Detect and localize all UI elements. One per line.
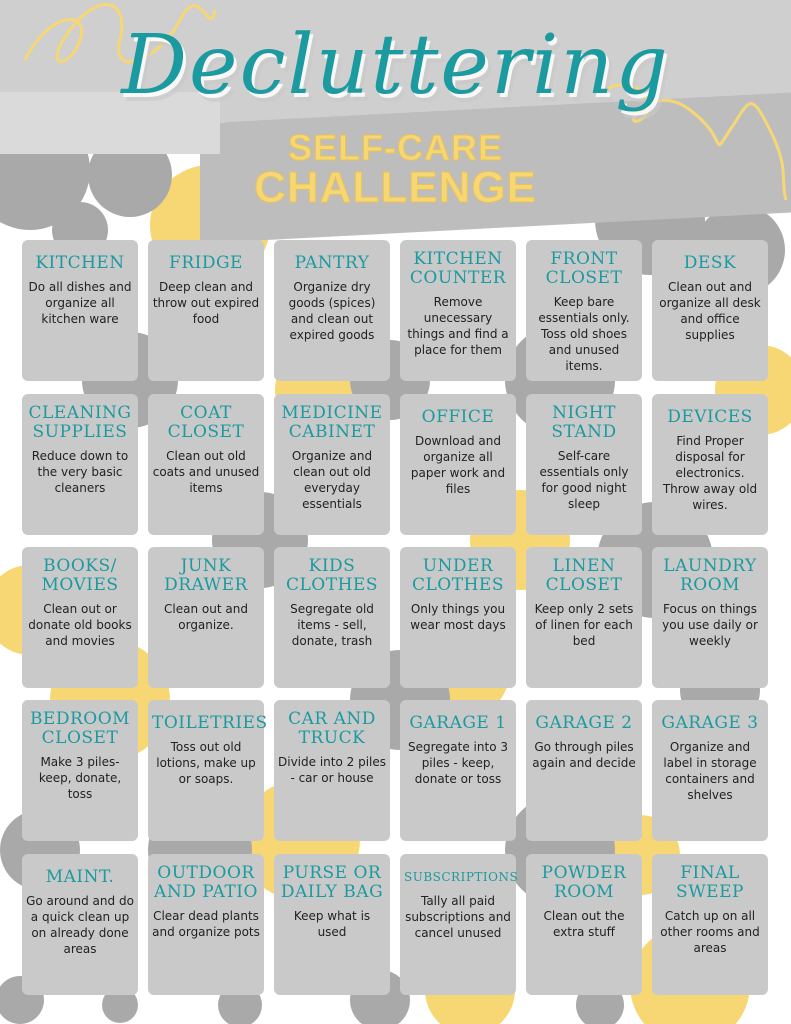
card-title: COAT CLOSET (167, 403, 245, 442)
challenge-card (274, 854, 390, 995)
card-title: BOOKS/ MOVIES (41, 556, 119, 595)
card-description: Go through piles again and decide (532, 740, 636, 770)
challenge-card (148, 240, 264, 381)
card-description: Remove unecessary things and find a place for them (407, 295, 509, 357)
card-description: Organize and label in storage containers and shelves (663, 740, 757, 802)
challenge-card (526, 700, 642, 841)
card-description: Download and organize all paper work and files (410, 434, 506, 496)
card-title: LINEN CLOSET (545, 556, 623, 595)
card-description: Do all dishes and organize all kitchen ware (28, 280, 132, 326)
card-title: FINAL SWEEP (676, 863, 744, 902)
card-title: POWDER ROOM (541, 863, 627, 902)
card-title: GARAGE 3 (661, 713, 759, 733)
challenge-card (148, 700, 268, 841)
card-title: FRONT CLOSET (545, 249, 623, 288)
challenge-card (652, 547, 768, 688)
card-description: Only things you wear most days (410, 602, 506, 632)
challenge-card (22, 547, 138, 688)
challenge-card (400, 854, 519, 995)
card-description: Organize and clean out old everyday essentials (291, 449, 373, 511)
card-description: Organize dry goods (spices) and clean out expired goods (288, 280, 376, 342)
challenge-card (22, 854, 138, 995)
card-description: Reduce down to the very basic cleaners (31, 449, 129, 495)
card-description: Self-care essentials only for good night sleep (539, 449, 629, 511)
card-description: Clear dead plants and organize pots (152, 909, 260, 939)
challenge-card (148, 854, 264, 995)
card-description: Clean out and organize. (164, 602, 248, 632)
card-title: DEVICES (667, 407, 753, 427)
challenge-card (652, 854, 768, 995)
challenge-card (400, 700, 516, 841)
card-title: KITCHEN (35, 253, 125, 273)
card-title: NIGHT STAND (551, 403, 617, 442)
card-description: Deep clean and throw out expired food (152, 280, 260, 326)
challenge-card (148, 394, 264, 535)
challenge-card (22, 240, 138, 381)
challenge-card (22, 700, 138, 841)
card-title: UNDER CLOTHES (412, 556, 504, 595)
card-description: Divide into 2 piles - car or house (278, 755, 386, 785)
card-title: FRIDGE (169, 253, 243, 273)
subtitle-line2: CHALLENGE (254, 163, 537, 212)
card-description: Toss out old lotions, make up or soaps. (156, 740, 256, 786)
card-description: Keep bare essentials only. Toss old shoes and unused items. (538, 295, 630, 373)
challenge-card (400, 394, 516, 535)
challenge-grid (22, 240, 771, 996)
card-title: JUNK DRAWER (164, 556, 248, 595)
card-title: KITCHEN COUNTER (409, 249, 507, 288)
card-description: Keep only 2 sets of linen for each bed (534, 602, 634, 648)
challenge-card (526, 547, 642, 688)
card-description: Focus on things you use daily or weekly (662, 602, 758, 648)
card-description: Catch up on all other rooms and areas (660, 909, 760, 955)
subtitle-line1: SELF-CARE (288, 127, 503, 168)
challenge-card (400, 240, 516, 381)
card-description: Keep what is used (293, 909, 371, 939)
card-description: Segregate into 3 piles - keep, donate or toss (408, 740, 508, 786)
card-title: CLEANING SUPPLIES (28, 403, 132, 442)
card-title: TOILETRIES (152, 713, 268, 733)
card-title: OUTDOOR AND PATIO (154, 863, 258, 902)
card-description: Clean out the extra stuff (543, 909, 625, 939)
card-title: BEDROOM CLOSET (29, 709, 131, 748)
card-title: CAR AND TRUCK (288, 709, 376, 748)
card-title: MAINT. (45, 867, 115, 887)
card-description: Segregate old items - sell, donate, trash (290, 602, 374, 648)
card-description: Tally all paid subscriptions and cancel unused (405, 894, 511, 940)
challenge-card (526, 394, 642, 535)
card-title: KIDS CLOTHES (286, 556, 378, 595)
challenge-card (274, 547, 390, 688)
card-title: LAUNDRY ROOM (663, 556, 757, 595)
challenge-card (148, 547, 264, 688)
challenge-card (400, 547, 516, 688)
card-description: Find Proper disposal for electronics. Throw away old wires. (662, 434, 758, 512)
card-description: Clean out old coats and unused items (152, 449, 260, 495)
card-description: Go around and do a quick clean up on already done areas (26, 894, 134, 956)
card-description: Clean out or donate old books and movies (28, 602, 132, 648)
challenge-card (652, 700, 768, 841)
challenge-card (274, 240, 390, 381)
card-title: PURSE OR DAILY BAG (280, 863, 384, 902)
card-title: GARAGE 1 (409, 713, 507, 733)
card-title: MEDICINE CABINET (281, 403, 383, 442)
page-title: Decluttering (121, 18, 670, 113)
card-title: SUBSCRIPTIONS (404, 870, 519, 884)
card-description: Clean out and organize all desk and office supplies (659, 280, 761, 342)
card-title: DESK (683, 253, 737, 273)
challenge-card (274, 700, 390, 841)
card-title: PANTRY (294, 253, 370, 273)
challenge-card (526, 854, 642, 995)
card-title: OFFICE (421, 407, 495, 427)
challenge-card (274, 394, 390, 535)
challenge-card (652, 394, 768, 535)
card-description: Make 3 piles- keep, donate, toss (38, 755, 122, 801)
challenge-card (22, 394, 138, 535)
challenge-card (526, 240, 642, 381)
challenge-card (652, 240, 768, 381)
card-title: GARAGE 2 (535, 713, 633, 733)
